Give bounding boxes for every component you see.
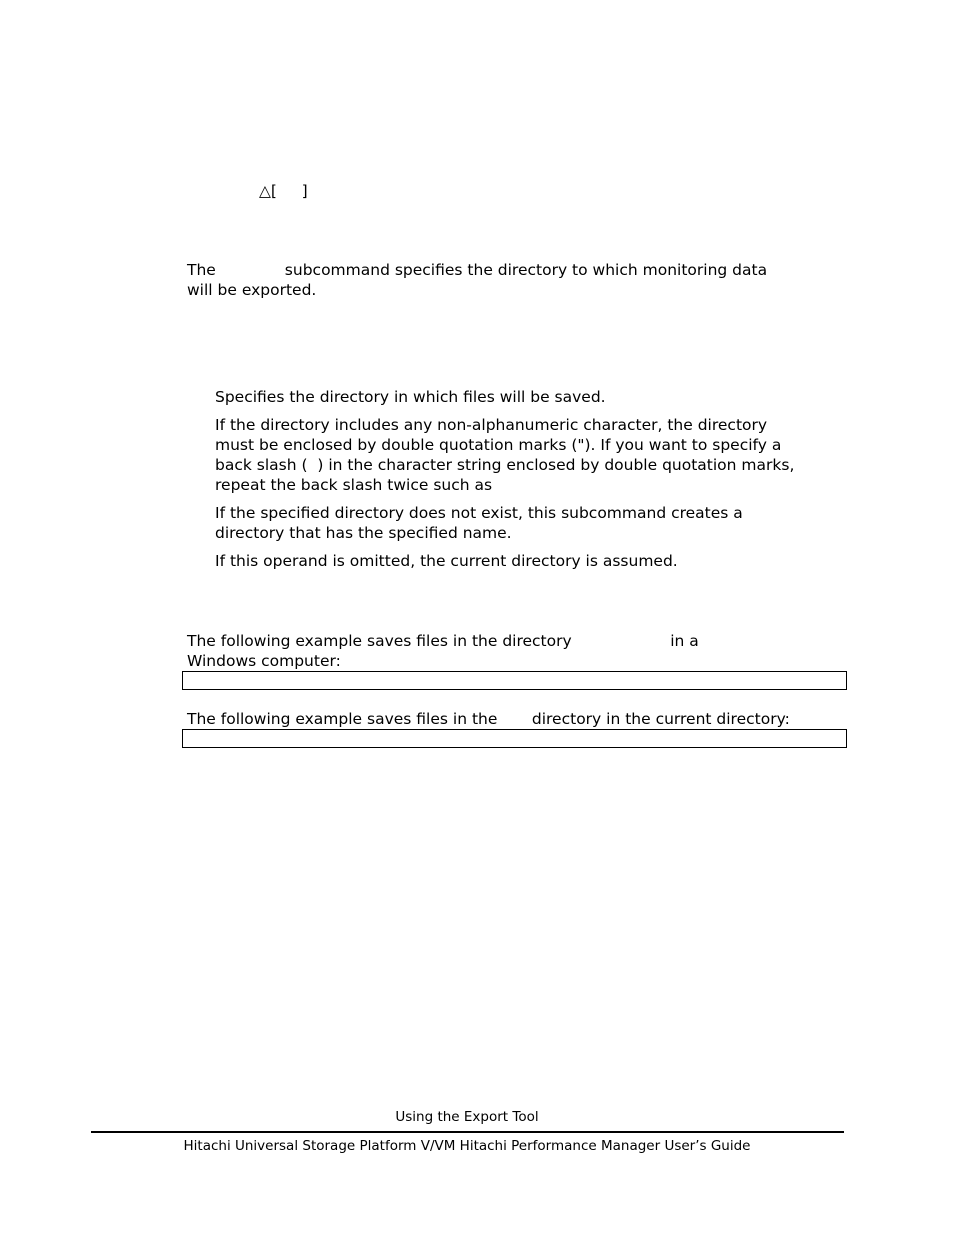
example-paragraph <box>187 631 699 671</box>
example-paragraph <box>187 709 790 729</box>
operand-paragraph <box>215 551 678 571</box>
operand-line: must be enclosed by double quotation marks ("). If you want to specify a <box>215 436 782 454</box>
operand-line: If the specified directory does not exist, this subcommand creates a <box>215 504 743 522</box>
operand-line: back slash ( ) in the character string enclosed by double quotation marks, <box>215 456 795 474</box>
footer-section-title: Using the Export Tool <box>395 1109 539 1125</box>
operand-line: If the directory includes any non-alphanumeric character, the directory <box>215 416 768 434</box>
operand-paragraph <box>215 503 743 543</box>
operand-line: If this operand is omitted, the current directory is assumed. <box>215 552 678 570</box>
operand-paragraph <box>215 387 606 407</box>
operand-line: Specifies the directory in which files will be saved. <box>215 388 606 406</box>
footer-document-title: Hitachi Universal Storage Platform V/VM Hitachi Performance Manager User’s Guide <box>183 1138 751 1154</box>
description-line: The subcommand specifies the directory to which monitoring data <box>187 261 768 279</box>
example-line: The following example saves files in the directory in a <box>187 632 699 650</box>
example-line: Windows computer: <box>187 652 341 670</box>
example-line: The following example saves files in the directory in the current directory: <box>187 710 790 728</box>
footer-divider <box>91 1131 844 1133</box>
syntax-line: △[ ] <box>259 182 308 200</box>
description-paragraph <box>187 260 767 300</box>
description-line: will be exported. <box>187 281 317 299</box>
example-code-box <box>182 671 847 690</box>
operand-paragraph <box>215 415 794 495</box>
example-code-box <box>182 729 847 748</box>
operand-line: repeat the back slash twice such as <box>215 476 493 494</box>
operand-line: directory that has the specified name. <box>215 524 512 542</box>
